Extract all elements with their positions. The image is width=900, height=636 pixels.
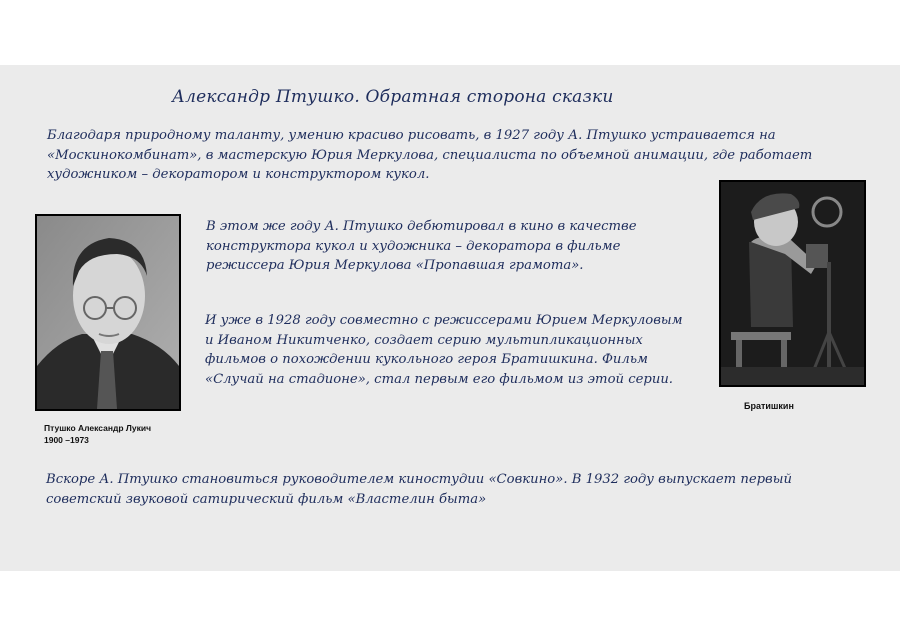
portrait-caption — [44, 422, 151, 446]
bratishkin-caption: Братишкин — [744, 401, 794, 411]
paragraph-sovkino: Вскоре А. Птушко становиться руководителем киностудии «Совкино». В 1932 году выпускает первый советский звуковой сатирический фильм «Властелин быта» — [46, 472, 792, 507]
paragraph-debut: В этом же году А. Птушко дебютировал в кино в качестве конструктора кукол и художника – декоратора в фильме режиссера Юрия Меркулова «Пропавшая грамота». — [206, 219, 637, 273]
portrait-caption-years: 1900 –1973 — [44, 435, 89, 445]
slide-title: Александр Птушко. Обратная сторона сказки — [172, 87, 614, 107]
bratishkin-image — [721, 182, 864, 385]
bratishkin-photo — [719, 180, 866, 387]
paragraph-intro: Благодаря природному таланту, умению красиво рисовать, в 1927 году А. Птушко устраивается на «Москинокомбинат», в мастерскую Юрия Меркулова, специалиста по объемной анимации, где работает художником – декоратором и конструктором кукол. — [47, 128, 813, 182]
portrait-caption-name: Птушко Александр Лукич — [44, 423, 152, 433]
portrait-image — [37, 216, 179, 409]
portrait-photo — [35, 214, 181, 411]
paragraph-bratishkin: И уже в 1928 году совместно с режиссерами Юрием Меркуловым и Иваном Никитченко, создает серию мультипликационных фильмов о похождении кукольного героя Братишкина. Фильм «Случай на стадионе», стал первым его фильмом из этой серии. — [205, 313, 683, 387]
slide — [0, 65, 900, 571]
